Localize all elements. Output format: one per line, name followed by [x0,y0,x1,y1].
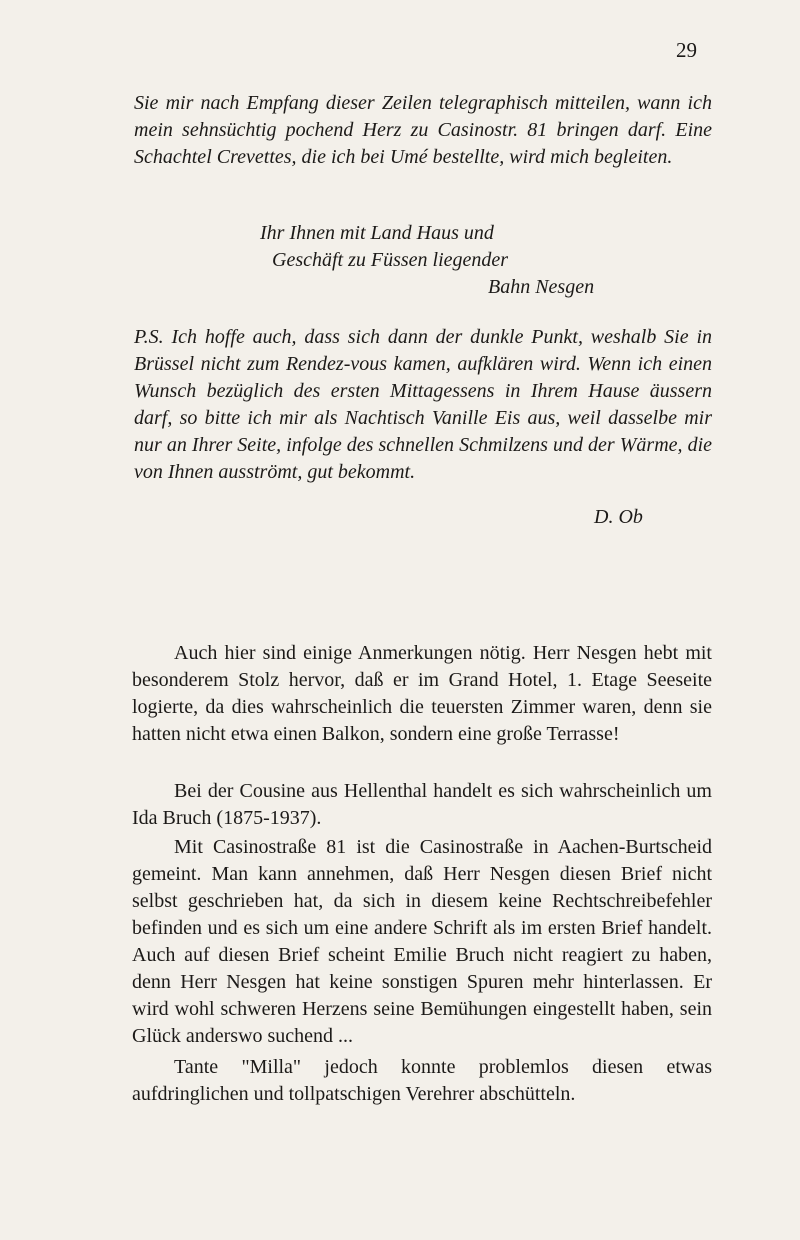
letter-paragraph: Sie mir nach Empfang dieser Zeilen telegraphisch mitteilen, wann ich mein sehnsüchtig pochend Herz zu Casinostr. 81 bringen darf. Eine Schachtel Crevettes, die ich bei Umé bestellte, wird mich begleiten. [134,92,712,168]
closing-line: Ihr Ihnen mit Land Haus und [260,222,494,244]
commentary-paragraph [132,778,712,832]
paragraph-text: Bei der Cousine aus Hellenthal handelt es sich wahrscheinlich um Ida Bruch (1875-1937). [132,780,712,829]
letter-closing [260,220,600,301]
commentary-paragraph [132,640,712,748]
letter-postscript: P.S. Ich hoffe auch, dass sich dann der dunkle Punkt, weshalb Sie in Brüssel nicht zum Rendez-vous kamen, aufklären wird. Wenn ich einen Wunsch bezüglich des ersten Mittagessens in Ihrem Hause äussern darf, so bitte ich mir als Nachtisch Vanille Eis aus, weil dasselbe mir nur an Ihrer Seite, infolge des schnellen Schmilzens und der Wärme, die von Ihnen ausströmt, gut bekommt. [134,326,712,483]
closing-line: Geschäft zu Füssen liegender [272,249,509,271]
paragraph-text: Tante "Milla" jedoch konnte problemlos diesen etwas aufdringlichen und tollpatschigen Verehrer abschütteln. [132,1056,712,1105]
commentary-paragraph [132,1054,712,1108]
signature: Bahn Nesgen [488,276,595,298]
commentary-paragraph [132,834,712,1050]
paragraph-text: Auch hier sind einige Anmerkungen nötig. Herr Nesgen hebt mit besonderem Stolz hervor, daß er im Grand Hotel, 1. Etage Seeseite logierte, da dies wahrscheinlich die teuersten Zimmer waren, denn sie hatten nicht etwa einen Balkon, sondern eine große Terrasse! [132,642,712,745]
letter-initials: D. Ob [594,506,643,528]
paragraph-text: Mit Casinostraße 81 ist die Casinostraße in Aachen-Burtscheid gemeint. Man kann annehmen, daß Herr Nesgen diesen Brief nicht selbst geschrieben hat, da sich in diesem keine Rechtschreibefehler befinden und es sich um eine andere Schrift als im ersten Brief handelt. Auch auf diesen Brief scheint Emilie Bruch nicht reagiert zu haben, denn Herr Nesgen hat keine sonstigen Spuren mehr hinterlassen. Er wird wohl schweren Herzens seine Bemühungen eingestellt haben, sein Glück anderswo suchend ... [132,836,712,1047]
page-number: 29 [676,38,697,62]
